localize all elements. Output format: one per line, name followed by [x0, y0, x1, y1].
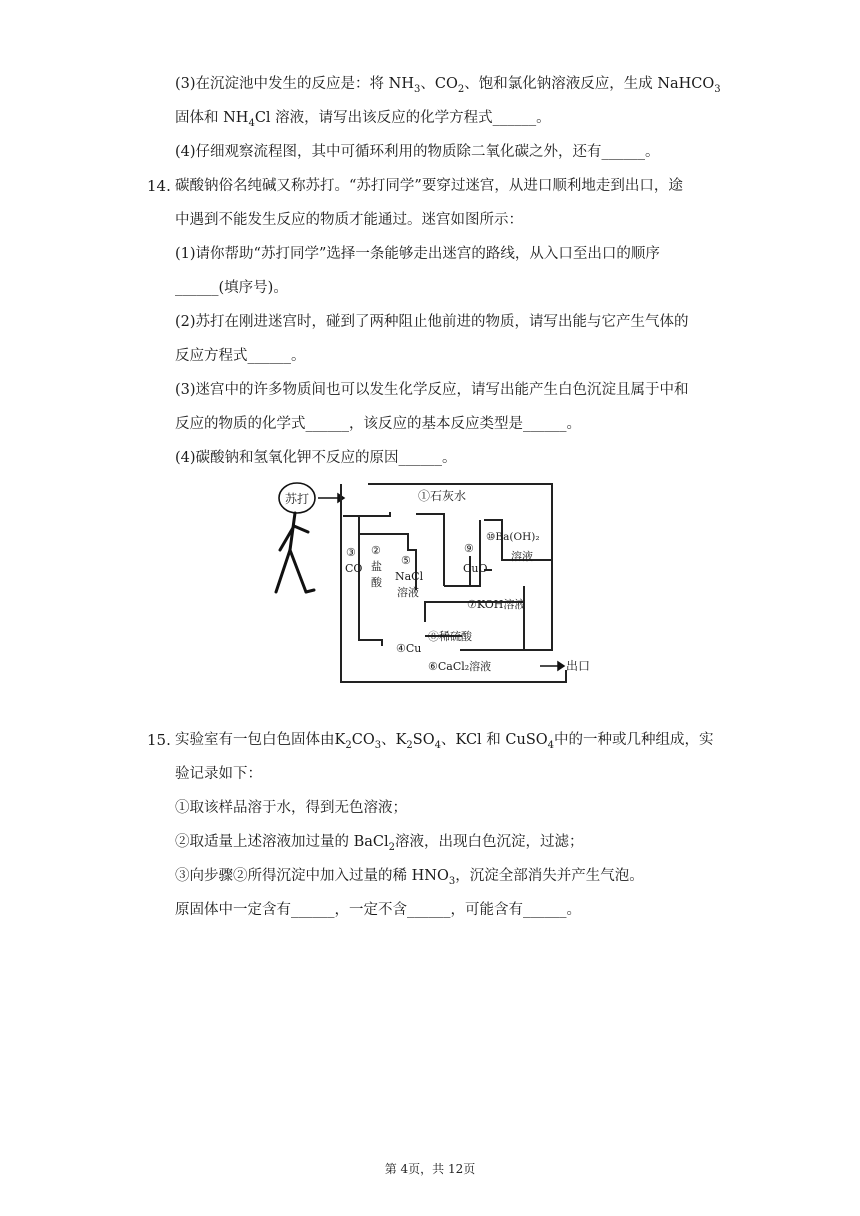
q14-part1-line2: ______(填序号)。 — [175, 280, 288, 296]
maze-cell-3-num: ③ — [346, 546, 356, 559]
q15-number: 15. — [147, 731, 171, 749]
q13-part3-line1: (3)在沉淀池中发生的反应是：将 $NH_3$、$CO_2$、饱和氯化钠溶液反应，生成 NaHCO$_3$ — [175, 76, 721, 95]
q15-stem-line2: 验记录如下： — [175, 766, 262, 782]
q15-answer: 原固体中一定含有______，一定不含______，可能含有______。 — [175, 902, 581, 918]
maze-cell-5-nacl: NaCl — [395, 570, 424, 583]
maze-cell-4-cu: ④Cu — [396, 642, 422, 655]
maze-cell-1-lime-water: ①石灰水 — [418, 489, 467, 503]
maze-cell-5-num: ⑤ — [401, 554, 411, 567]
maze-cell-2-text1: 盐 — [371, 560, 382, 573]
q14-stem-line2: 中遇到不能发生反应的物质才能通过。迷宫如图所示： — [175, 212, 523, 228]
maze-cell-6-cacl2: ⑥CaCl₂溶液 — [428, 660, 492, 673]
maze-cell-2-text2: 酸 — [371, 576, 382, 589]
maze-cell-2-num: ② — [371, 544, 381, 557]
page-footer: 第 4页，共 12页 — [384, 1162, 476, 1176]
person-label: 苏打 — [284, 492, 310, 506]
maze-cell-9-num: ⑨ — [464, 542, 474, 555]
q14-part3-line2: 反应的物质的化学式______，该反应的基本反应类型是______。 — [175, 416, 581, 432]
maze-figure — [268, 474, 591, 690]
maze-exit-label: 出口 — [566, 659, 591, 673]
maze-cell-5-solution: 溶液 — [397, 586, 419, 599]
q14-part3-line1: (3)迷宫中的许多物质间也可以发生化学反应，请写出能产生白色沉淀且属于中和 — [175, 382, 689, 398]
q14-part1-line1: (1)请你帮助“苏打同学”选择一条能够走出迷宫的路线，从入口至出口的顺序 — [175, 246, 660, 262]
exit-arrow — [540, 662, 564, 670]
maze-cell-9-cuo: CuO — [463, 562, 488, 575]
q14-part2-line2: 反应方程式______。 — [175, 348, 306, 364]
q14-part4: (4)碳酸钠和氢氧化钾不反应的原因______。 — [175, 450, 457, 466]
maze-cell-10-solution: 溶液 — [511, 550, 533, 563]
q13-part3-line2: 固体和 $NH_4Cl$ 溶液，请写出该反应的化学方程式______。 — [175, 110, 551, 129]
maze-cell-8-dilute-h2so4: ⑧稀硫酸 — [428, 630, 472, 643]
maze-cell-3-co: CO — [345, 562, 363, 575]
q15-step1: ①取该样品溶于水，得到无色溶液； — [175, 800, 407, 816]
q15-stem-line1: 实验室有一包白色固体由$K_2CO_3$、$K_2SO_4$、KCl 和 CuSO$_4$中的一种或几种组成，实 — [175, 732, 714, 751]
maze-cell-7-koh: ⑦KOH溶液 — [467, 598, 526, 611]
q14-number: 14. — [147, 177, 171, 195]
maze-cell-10-baoh2: ⑩Ba(OH)₂ — [486, 531, 540, 543]
q15-step2: ②取适量上述溶液加过量的 BaCl$_2$溶液，出现白色沉淀，过滤； — [175, 834, 584, 853]
q13-part4: (4)仔细观察流程图，其中可循环利用的物质除二氧化碳之外，还有______。 — [175, 144, 660, 160]
q14-stem-line1: 碳酸钠俗名纯碱又称苏打。“苏打同学”要穿过迷宫，从进口顺利地走到出口，途 — [175, 178, 683, 194]
q14-part2-line1: (2)苏打在刚进迷宫时，碰到了两种阻止他前进的物质，请写出能与它产生气体的 — [175, 314, 689, 330]
q15-step3: ③向步骤②所得沉淀中加入过量的稀 $HNO_3$，沉淀全部消失并产生气泡。 — [175, 868, 644, 887]
